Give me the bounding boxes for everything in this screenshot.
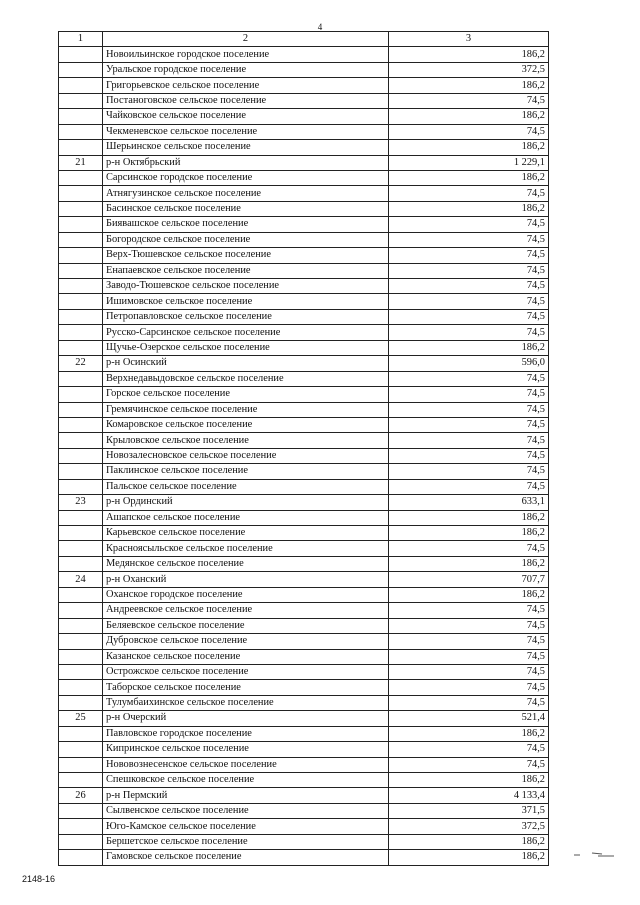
row-number [59,325,103,340]
settlement-name: Таборское сельское поселение [103,680,389,695]
settlement-name: Енапаевское сельское поселение [103,263,389,278]
row-value: 372,5 [389,819,549,834]
district-row [59,356,549,371]
row-number [59,773,103,788]
table-row [59,170,549,185]
table-row [59,294,549,309]
row-value: 74,5 [389,695,549,710]
settlement-name: Ишимовское сельское поселение [103,294,389,309]
table-row [59,78,549,93]
settlement-name: Дубровское сельское поселение [103,634,389,649]
table-row [59,680,549,695]
row-value: 74,5 [389,294,549,309]
row-number [59,649,103,664]
row-number [59,279,103,294]
row-value: 74,5 [389,479,549,494]
settlement-name: Новозалесновское сельское поселение [103,448,389,463]
row-value: 186,2 [389,556,549,571]
settlement-name: Петропавловское сельское поселение [103,309,389,324]
row-value: 74,5 [389,248,549,263]
settlement-name: Шерьинское сельское поселение [103,140,389,155]
table-row [59,232,549,247]
document-code: 2148-16 [22,874,56,884]
row-number [59,757,103,772]
table-row [59,834,549,849]
row-number [59,819,103,834]
row-value: 74,5 [389,680,549,695]
settlement-name: Тулумбаихинское сельское поселение [103,695,389,710]
settlement-name: Бершетское сельское поселение [103,834,389,849]
settlement-name: Сылвенское сельское поселение [103,803,389,818]
row-value: 74,5 [389,618,549,633]
table-row [59,603,549,618]
page-number: 4 [317,22,323,32]
row-value: 74,5 [389,309,549,324]
row-value: 74,5 [389,402,549,417]
settlement-name: Богородское сельское поселение [103,232,389,247]
row-number [59,680,103,695]
row-number [59,170,103,185]
settlement-name: Григорьевское сельское поселение [103,78,389,93]
settlement-name: Острожское сельское поселение [103,664,389,679]
settlement-name: Щучье-Озерское сельское поселение [103,340,389,355]
settlement-name: Верхнедавыдовское сельское поселение [103,371,389,386]
row-value: 707,7 [389,572,549,587]
settlement-name: Заводо-Тюшевское сельское поселение [103,279,389,294]
table-row [59,124,549,139]
row-number [59,417,103,432]
table-row [59,757,549,772]
row-value: 186,2 [389,170,549,185]
row-number [59,232,103,247]
row-number [59,201,103,216]
table-row [59,325,549,340]
settlement-name: Кипринское сельское поселение [103,742,389,757]
table-row [59,186,549,201]
settlement-name: Карьевское сельское поселение [103,526,389,541]
settlement-name: Постаноговское сельское поселение [103,93,389,108]
row-number [59,664,103,679]
settlement-name: Горское сельское поселение [103,387,389,402]
table-row [59,140,549,155]
table-row [59,850,549,865]
table-row [59,664,549,679]
settlement-name: Комаровское сельское поселение [103,417,389,432]
row-value: 186,2 [389,834,549,849]
table-row [59,587,549,602]
row-value: 74,5 [389,464,549,479]
row-value: 74,5 [389,124,549,139]
row-value: 74,5 [389,417,549,432]
row-value: 74,5 [389,742,549,757]
district-row [59,711,549,726]
row-number [59,448,103,463]
row-value: 186,2 [389,773,549,788]
header-col-1: 1 [59,32,103,47]
row-number [59,124,103,139]
settlement-name: Андреевское сельское поселение [103,603,389,618]
row-number [59,140,103,155]
table-row [59,387,549,402]
table-header-row [59,32,549,47]
row-value: 186,2 [389,726,549,741]
table-row [59,201,549,216]
row-number [59,526,103,541]
row-number [59,803,103,818]
row-number [59,634,103,649]
row-number [59,263,103,278]
settlement-name: Русско-Сарсинское сельское поселение [103,325,389,340]
allocation-table [58,31,549,866]
district-row [59,495,549,510]
row-number [59,248,103,263]
row-value: 74,5 [389,634,549,649]
table-row [59,47,549,62]
table-row [59,217,549,232]
row-value: 186,2 [389,850,549,865]
row-number: 23 [59,495,103,510]
settlement-name: Нововознесенское сельское поселение [103,757,389,772]
row-value: 74,5 [389,541,549,556]
district-row [59,572,549,587]
table-row [59,526,549,541]
settlement-name: Биявашское сельское поселение [103,217,389,232]
settlement-name: Новоильинское городское поселение [103,47,389,62]
settlement-name: Гамовское сельское поселение [103,850,389,865]
table-row [59,803,549,818]
row-value: 521,4 [389,711,549,726]
row-number: 24 [59,572,103,587]
settlement-name: р-н Пермский [103,788,389,803]
row-number [59,217,103,232]
row-value: 4 133,4 [389,788,549,803]
row-value: 74,5 [389,387,549,402]
row-number [59,433,103,448]
row-number [59,340,103,355]
settlement-name: р-н Ординский [103,495,389,510]
row-value: 74,5 [389,186,549,201]
row-number: 25 [59,711,103,726]
table-row [59,819,549,834]
row-number [59,387,103,402]
settlement-name: Крыловское сельское поселение [103,433,389,448]
table-row [59,402,549,417]
row-number [59,309,103,324]
settlement-name: Паклинское сельское поселение [103,464,389,479]
row-value: 186,2 [389,510,549,525]
row-value: 74,5 [389,603,549,618]
row-value: 74,5 [389,263,549,278]
header-col-3: 3 [389,32,549,47]
settlement-name: Красноясыльское сельское поселение [103,541,389,556]
row-value: 186,2 [389,201,549,216]
row-number [59,834,103,849]
row-number [59,695,103,710]
row-value: 74,5 [389,664,549,679]
row-number [59,78,103,93]
row-number [59,109,103,124]
row-value: 186,2 [389,140,549,155]
row-value: 74,5 [389,232,549,247]
row-value: 186,2 [389,78,549,93]
settlement-name: Павловское городское поселение [103,726,389,741]
row-value: 74,5 [389,757,549,772]
row-value: 186,2 [389,340,549,355]
table-row [59,649,549,664]
row-value: 186,2 [389,109,549,124]
row-number [59,618,103,633]
row-value: 74,5 [389,649,549,664]
row-value: 74,5 [389,279,549,294]
row-number [59,371,103,386]
row-value: 74,5 [389,371,549,386]
row-value: 596,0 [389,356,549,371]
row-value: 186,2 [389,47,549,62]
table-row [59,510,549,525]
settlement-name: Чекменевское сельское поселение [103,124,389,139]
table-row [59,773,549,788]
table-row [59,93,549,108]
district-row [59,788,549,803]
settlement-name: Уральское городское поселение [103,62,389,77]
table-row [59,541,549,556]
row-value: 1 229,1 [389,155,549,170]
settlement-name: Медянское сельское поселение [103,556,389,571]
row-number [59,186,103,201]
row-value: 186,2 [389,526,549,541]
row-number [59,294,103,309]
settlement-name: Чайковское сельское поселение [103,109,389,124]
settlement-name: Верх-Тюшевское сельское поселение [103,248,389,263]
row-number: 22 [59,356,103,371]
table-row [59,695,549,710]
table-row [59,464,549,479]
table-row [59,556,549,571]
table-row [59,618,549,633]
row-value: 74,5 [389,325,549,340]
settlement-name: Атнягузинское сельское поселение [103,186,389,201]
row-number [59,726,103,741]
row-number [59,464,103,479]
row-value: 74,5 [389,448,549,463]
row-value: 633,1 [389,495,549,510]
table-row [59,448,549,463]
row-value: 74,5 [389,433,549,448]
row-number [59,541,103,556]
row-number [59,587,103,602]
row-value: 74,5 [389,217,549,232]
settlement-name: р-н Октябрьский [103,155,389,170]
table-row [59,340,549,355]
table-row [59,371,549,386]
scan-mark [574,850,614,858]
row-number [59,850,103,865]
settlement-name: р-н Очерский [103,711,389,726]
row-number [59,402,103,417]
settlement-name: Гремячинское сельское поселение [103,402,389,417]
row-number [59,93,103,108]
row-number [59,47,103,62]
settlement-name: Спешковское сельское поселение [103,773,389,788]
row-number [59,510,103,525]
table-row [59,417,549,432]
row-number [59,479,103,494]
table-row [59,433,549,448]
settlement-name: р-н Оханский [103,572,389,587]
row-value: 74,5 [389,93,549,108]
row-number: 26 [59,788,103,803]
row-number: 21 [59,155,103,170]
row-value: 372,5 [389,62,549,77]
settlement-name: Юго-Камское сельское поселение [103,819,389,834]
row-number [59,742,103,757]
settlement-name: Оханское городское поселение [103,587,389,602]
settlement-name: Беляевское сельское поселение [103,618,389,633]
settlement-name: Басинское сельское поселение [103,201,389,216]
row-value: 371,5 [389,803,549,818]
row-number [59,62,103,77]
settlement-name: Сарсинское городское поселение [103,170,389,185]
row-value: 186,2 [389,587,549,602]
settlement-name: Ашапское сельское поселение [103,510,389,525]
table-row [59,634,549,649]
header-col-2: 2 [103,32,389,47]
row-number [59,556,103,571]
table-row [59,279,549,294]
settlement-name: Казанское сельское поселение [103,649,389,664]
table-row [59,263,549,278]
settlement-name: Пальское сельское поселение [103,479,389,494]
table-row [59,109,549,124]
district-row [59,155,549,170]
table-row [59,62,549,77]
table-row [59,309,549,324]
table-row [59,479,549,494]
table-row [59,726,549,741]
row-number [59,603,103,618]
table-row [59,248,549,263]
settlement-name: р-н Осинский [103,356,389,371]
table-row [59,742,549,757]
